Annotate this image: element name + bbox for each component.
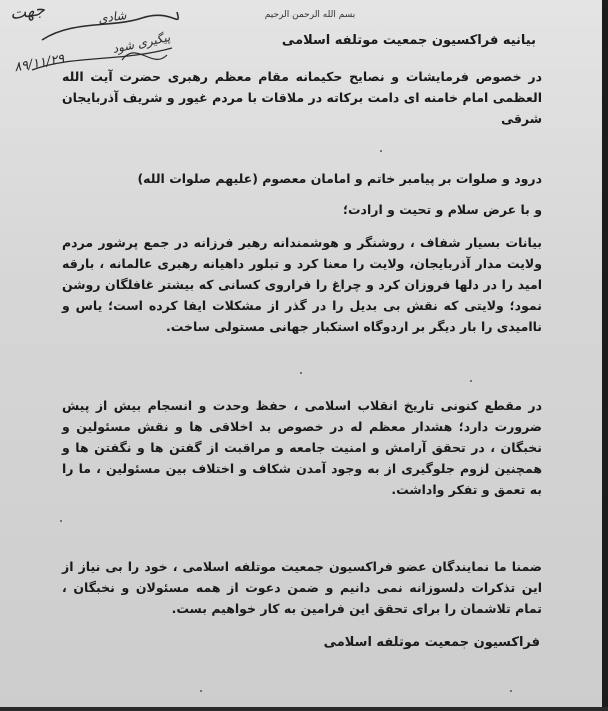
body-paragraph: ضمنا ما نمایندگان عضو فراکسیون جمعیت موتلفه اسلامی ، خود را بی نیاز از این تذکرات دلسوزانه نمی دانیم و ضمن دعوت از همه مسئولان و نخبگان ، تمام تلاشمان را برای تحقق این فرامین به کار خواهیم بست. — [62, 559, 542, 616]
body-paragraph: در مقطع کنونی تاریخ انقلاب اسلامی ، حفظ وحدت و انسجام بیش از پیش ضرورت دارد؛ هشدار معظم له در خصوص بد اخلاقی ها و نقش مسئولین و نخبگان ، در تحقق آرامش و امنیت جامعه و مراقبت از گفتن ها و نگفتن ها و همچنین لزوم جلوگیری از به وجود آمدن شکاف و اختلاف بین مسئولین ، ما را به تعمق و تفکر واداشت. — [62, 398, 542, 497]
handwritten-date: ۸۹/۱۱/۲۹ — [13, 51, 66, 76]
scan-border — [0, 707, 608, 711]
signature-line: فراکسیون جمعیت موتلفه اسلامی — [323, 635, 540, 650]
handwritten-line: شادی — [97, 8, 128, 26]
handwritten-line: پیگیری شود — [111, 30, 172, 56]
scan-border — [602, 0, 608, 711]
body-paragraph: بیانات بسیار شفاف ، روشنگر و هوشمندانه رهبر فرزانه در جمع پرشور مردم ولایت مدار آذربایجان، ولایت را معنا کرد و تبلور داهیانه رهبری عالمانه ، بارقه امید را در دلها فروزان کرد و چراغ را فراروی کسانی که بیشتر غافلگان روشن نمود؛ ولایتی که نقش بی بدیل را در گذر از مشکلات ایفا کرده است؛ یاس و ناامیدی را بار دیگر بر اردوگاه استکبار جهانی مستولی ساخت. — [62, 235, 542, 334]
bismillah-header: بسم الله الرحمن الرحیم — [264, 10, 356, 20]
subject-paragraph: در خصوص فرمایشات و نصایح حکیمانه مقام معظم رهبری حضرت آیت الله العظمی امام خامنه ای دامت برکاته در ملاقات با مردم غیور و شریف آذربایجان شرقی — [62, 69, 542, 126]
greeting-line: درود و صلوات بر پیامبر خاتم و امامان معصوم (علیهم صلوات الله) — [137, 171, 542, 186]
document-title: بیانیه فراکسیون جمعیت موتلفه اسلامی — [281, 33, 536, 48]
handwritten-line: جهت — [8, 0, 47, 25]
greeting-line: و با عرض سلام و تحیت و ارادت؛ — [342, 202, 542, 217]
